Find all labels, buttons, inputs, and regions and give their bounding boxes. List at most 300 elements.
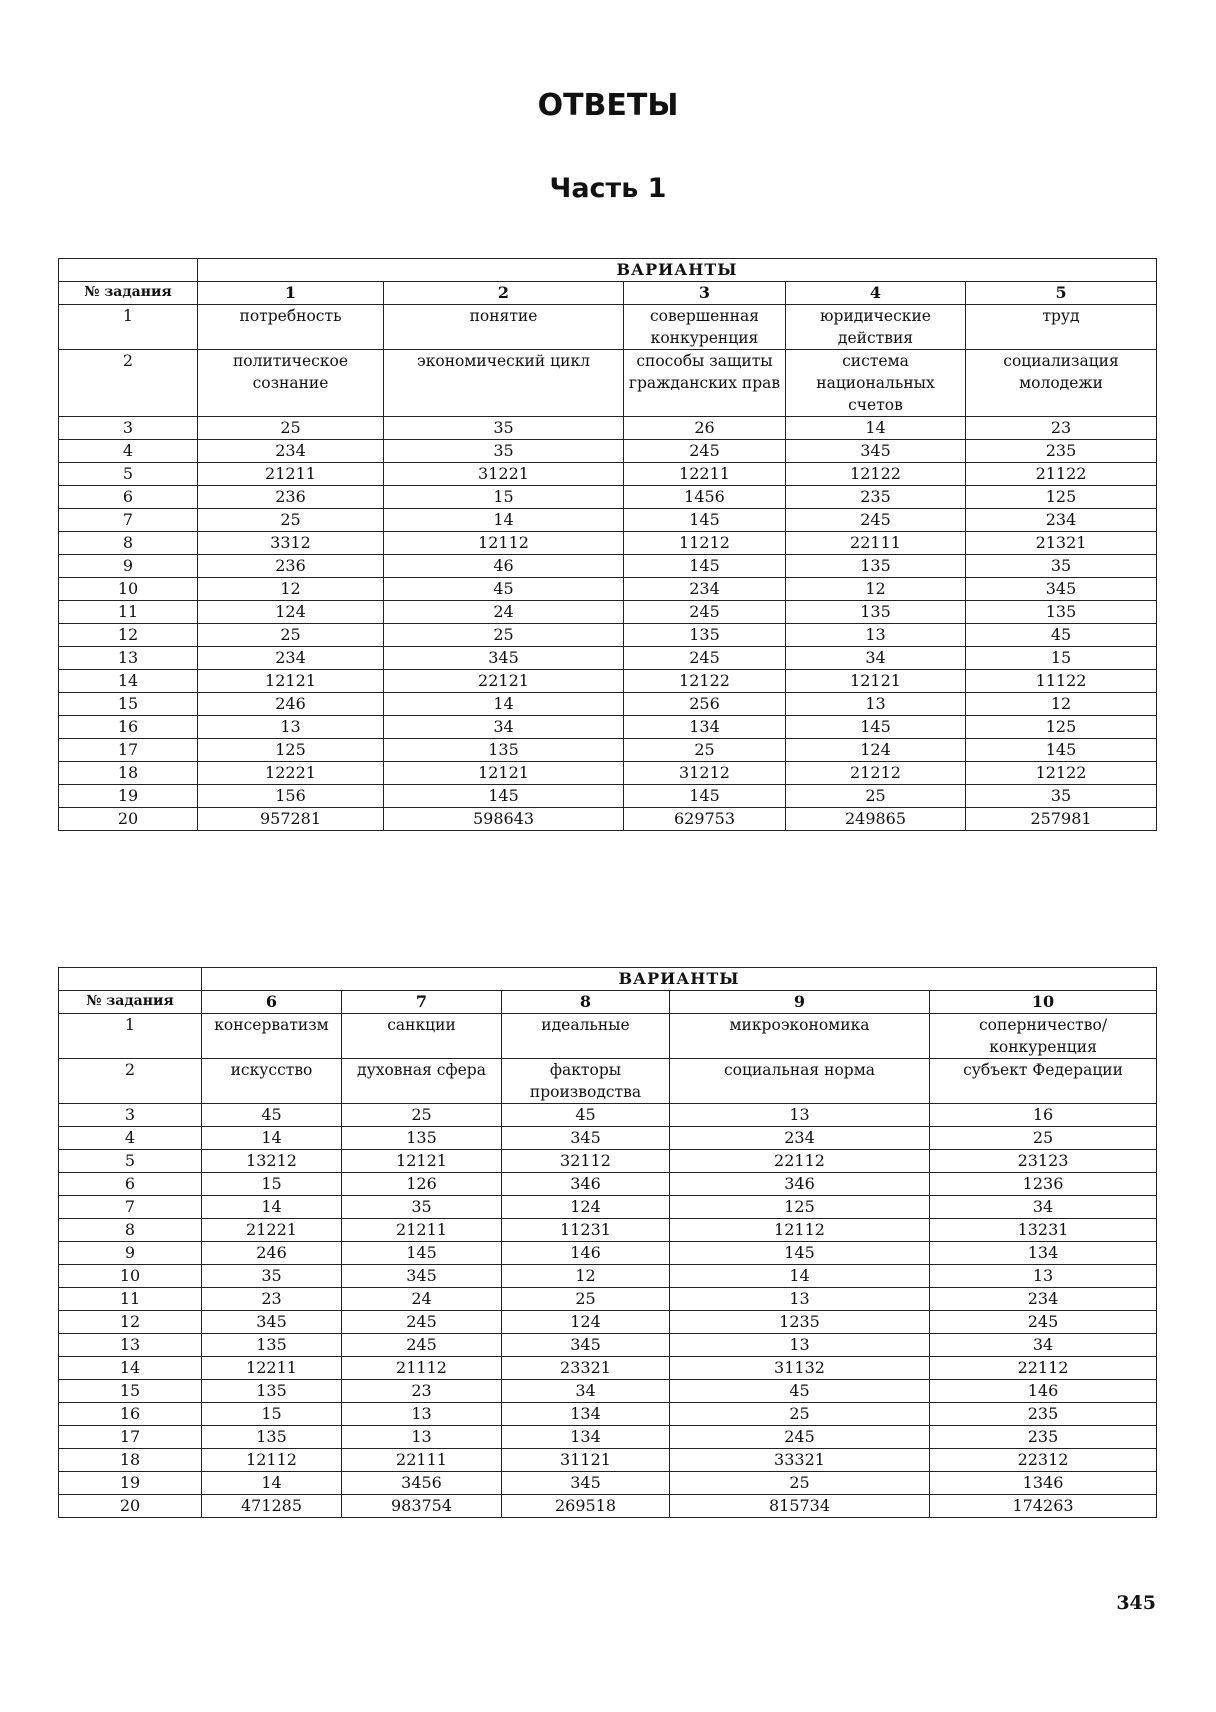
- table-row: [59, 555, 1157, 578]
- answer-cell: 146: [930, 1380, 1157, 1403]
- answer-cell: социализация молодежи: [966, 350, 1157, 417]
- task-number-cell: 3: [59, 417, 198, 440]
- answer-cell: 25: [198, 624, 384, 647]
- answer-cell: 35: [384, 417, 624, 440]
- task-number-cell: 2: [59, 350, 198, 417]
- answer-cell: субъект Федерации: [930, 1059, 1157, 1104]
- answer-cell: 235: [966, 440, 1157, 463]
- answer-cell: 629753: [624, 808, 786, 831]
- answer-cell: 245: [786, 509, 966, 532]
- answer-cell: 145: [624, 785, 786, 808]
- answer-cell: 234: [670, 1127, 930, 1150]
- answer-cell: 34: [384, 716, 624, 739]
- task-number-cell: 13: [59, 1334, 202, 1357]
- answer-cell: 3456: [342, 1472, 502, 1495]
- table-row: [59, 486, 1157, 509]
- table-row: [59, 1357, 1157, 1380]
- variant-number: 8: [502, 991, 670, 1014]
- answer-cell: 957281: [198, 808, 384, 831]
- answer-cell: 345: [786, 440, 966, 463]
- answer-cell: 23123: [930, 1150, 1157, 1173]
- answer-cell: 598643: [384, 808, 624, 831]
- answer-cell: 45: [502, 1104, 670, 1127]
- answer-cell: 1236: [930, 1173, 1157, 1196]
- table-row: [59, 1472, 1157, 1495]
- answer-cell: 234: [624, 578, 786, 601]
- answer-cell: 22121: [384, 670, 624, 693]
- answer-cell: 345: [502, 1334, 670, 1357]
- table-row: [59, 785, 1157, 808]
- table-header-row: [59, 968, 1157, 991]
- task-number-cell: 19: [59, 785, 198, 808]
- task-number-cell: 7: [59, 1196, 202, 1219]
- answer-cell: система национальных счетов: [786, 350, 966, 417]
- answer-cell: 135: [384, 739, 624, 762]
- task-number-cell: 7: [59, 509, 198, 532]
- answer-cell: 135: [786, 601, 966, 624]
- answer-cell: 235: [786, 486, 966, 509]
- answer-cell: 21321: [966, 532, 1157, 555]
- answer-cell: 23: [342, 1380, 502, 1403]
- answer-cell: 21221: [202, 1219, 342, 1242]
- answer-cell: юридические действия: [786, 305, 966, 350]
- task-number-cell: 18: [59, 1449, 202, 1472]
- answer-cell: 31221: [384, 463, 624, 486]
- answer-cell: 33321: [670, 1449, 930, 1472]
- answer-cell: 26: [624, 417, 786, 440]
- answer-cell: 145: [342, 1242, 502, 1265]
- answer-cell: 31132: [670, 1357, 930, 1380]
- answer-cell: политическое сознание: [198, 350, 384, 417]
- task-number-cell: 2: [59, 1059, 202, 1104]
- table-row: [59, 808, 1157, 831]
- answer-cell: 12112: [670, 1219, 930, 1242]
- answer-cell: 12: [786, 578, 966, 601]
- variant-number: 5: [966, 282, 1157, 305]
- answer-cell: 345: [342, 1265, 502, 1288]
- answer-cell: 35: [384, 440, 624, 463]
- answer-cell: 235: [930, 1426, 1157, 1449]
- answer-cell: 13: [670, 1104, 930, 1127]
- variant-number: 9: [670, 991, 930, 1014]
- answer-cell: 245: [930, 1311, 1157, 1334]
- task-number-cell: 6: [59, 486, 198, 509]
- task-number-cell: 9: [59, 555, 198, 578]
- answer-cell: 34: [930, 1334, 1157, 1357]
- table-row: [59, 350, 1157, 417]
- answer-cell: 983754: [342, 1495, 502, 1518]
- answer-cell: 135: [786, 555, 966, 578]
- answer-cell: 12211: [202, 1357, 342, 1380]
- variant-numbers-row: [59, 991, 1157, 1014]
- answer-cell: 31121: [502, 1449, 670, 1472]
- answer-cell: 13: [342, 1403, 502, 1426]
- answer-cell: 124: [502, 1311, 670, 1334]
- answer-cell: 12122: [966, 762, 1157, 785]
- answer-cell: 12121: [786, 670, 966, 693]
- answer-cell: 25: [198, 509, 384, 532]
- task-number-cell: 14: [59, 1357, 202, 1380]
- answer-cell: 15: [202, 1403, 342, 1426]
- answer-cell: 35: [966, 555, 1157, 578]
- task-number-cell: 1: [59, 1014, 202, 1059]
- answer-cell: 234: [930, 1288, 1157, 1311]
- answer-cell: 1346: [930, 1472, 1157, 1495]
- answer-cell: 134: [502, 1403, 670, 1426]
- answer-cell: 125: [966, 716, 1157, 739]
- answer-cell: совершенная конкуренция: [624, 305, 786, 350]
- answer-cell: 146: [502, 1242, 670, 1265]
- answer-cell: 345: [502, 1472, 670, 1495]
- answer-cell: 13: [930, 1265, 1157, 1288]
- answer-cell: 135: [202, 1426, 342, 1449]
- answer-cell: 124: [502, 1196, 670, 1219]
- answer-cell: 14: [202, 1127, 342, 1150]
- answer-cell: 14: [384, 509, 624, 532]
- variant-number: 3: [624, 282, 786, 305]
- task-number-cell: 3: [59, 1104, 202, 1127]
- task-number-cell: 5: [59, 463, 198, 486]
- table-row: [59, 1196, 1157, 1219]
- variant-number: 6: [202, 991, 342, 1014]
- answer-cell: 24: [342, 1288, 502, 1311]
- answer-cell: 35: [342, 1196, 502, 1219]
- answer-cell: 21122: [966, 463, 1157, 486]
- answer-cell: 345: [502, 1127, 670, 1150]
- table-row: [59, 578, 1157, 601]
- answer-cell: 22112: [670, 1150, 930, 1173]
- table-row: [59, 417, 1157, 440]
- answer-cell: 236: [198, 486, 384, 509]
- task-number-cell: 8: [59, 1219, 202, 1242]
- answer-cell: 145: [624, 509, 786, 532]
- answer-cell: 125: [198, 739, 384, 762]
- answer-cell: 21112: [342, 1357, 502, 1380]
- answer-cell: 22112: [930, 1357, 1157, 1380]
- answer-cell: 14: [202, 1196, 342, 1219]
- answer-cell: 12211: [624, 463, 786, 486]
- answer-cell: 13231: [930, 1219, 1157, 1242]
- answer-cell: 15: [384, 486, 624, 509]
- answer-cell: 256: [624, 693, 786, 716]
- task-number-cell: 20: [59, 808, 198, 831]
- answer-cell: 34: [930, 1196, 1157, 1219]
- answer-cell: 124: [786, 739, 966, 762]
- answer-cell: 45: [202, 1104, 342, 1127]
- table-row: [59, 1449, 1157, 1472]
- answer-cell: 346: [502, 1173, 670, 1196]
- answer-cell: 246: [202, 1242, 342, 1265]
- task-number-cell: 18: [59, 762, 198, 785]
- task-number-cell: 20: [59, 1495, 202, 1518]
- table-row: [59, 1334, 1157, 1357]
- task-number-cell: 10: [59, 578, 198, 601]
- empty-corner-cell: [59, 259, 198, 282]
- answer-cell: 23: [966, 417, 1157, 440]
- answer-cell: способы защиты гражданских прав: [624, 350, 786, 417]
- answer-cell: 12122: [786, 463, 966, 486]
- answer-cell: 13: [670, 1288, 930, 1311]
- answer-cell: 16: [930, 1104, 1157, 1127]
- answer-cell: 124: [198, 601, 384, 624]
- answer-cell: 21211: [198, 463, 384, 486]
- answer-cell: 235: [930, 1403, 1157, 1426]
- page-title: ОТВЕТЫ: [537, 88, 679, 123]
- table-row: [59, 693, 1157, 716]
- answer-cell: 32112: [502, 1150, 670, 1173]
- table-row: [59, 1242, 1157, 1265]
- task-number-cell: 14: [59, 670, 198, 693]
- task-number-cell: 11: [59, 1288, 202, 1311]
- answer-cell: соперничество/ конкуренция: [930, 1014, 1157, 1059]
- answer-cell: 234: [198, 647, 384, 670]
- task-number-header: № задания: [59, 991, 202, 1014]
- answer-cell: 25: [502, 1288, 670, 1311]
- answer-cell: 13: [198, 716, 384, 739]
- task-number-cell: 15: [59, 693, 198, 716]
- answers-table-variants-1-5: [58, 258, 1157, 831]
- answer-cell: 12121: [384, 762, 624, 785]
- answers-table-variants-6-10: [58, 967, 1157, 1518]
- answer-cell: 24: [384, 601, 624, 624]
- answer-cell: 257981: [966, 808, 1157, 831]
- answer-cell: 145: [786, 716, 966, 739]
- table-row: [59, 1127, 1157, 1150]
- answer-cell: 135: [342, 1127, 502, 1150]
- answer-cell: 23: [202, 1288, 342, 1311]
- answer-cell: 25: [670, 1403, 930, 1426]
- answer-cell: санкции: [342, 1014, 502, 1059]
- answer-cell: 12: [198, 578, 384, 601]
- answer-cell: 22111: [786, 532, 966, 555]
- answer-cell: 1456: [624, 486, 786, 509]
- answer-cell: 236: [198, 555, 384, 578]
- answer-cell: 23321: [502, 1357, 670, 1380]
- answer-cell: 12122: [624, 670, 786, 693]
- answer-cell: 34: [786, 647, 966, 670]
- variant-number: 2: [384, 282, 624, 305]
- variant-number: 4: [786, 282, 966, 305]
- answer-cell: 345: [384, 647, 624, 670]
- answer-cell: экономический цикл: [384, 350, 624, 417]
- answer-cell: 34: [502, 1380, 670, 1403]
- answer-cell: 21212: [786, 762, 966, 785]
- variant-number: 7: [342, 991, 502, 1014]
- answer-cell: 134: [502, 1426, 670, 1449]
- table-row: [59, 647, 1157, 670]
- answer-cell: 13: [786, 624, 966, 647]
- table-row: [59, 739, 1157, 762]
- table-row: [59, 624, 1157, 647]
- answer-cell: 15: [966, 647, 1157, 670]
- answer-cell: 346: [670, 1173, 930, 1196]
- task-number-cell: 16: [59, 716, 198, 739]
- variant-number: 1: [198, 282, 384, 305]
- table-row: [59, 716, 1157, 739]
- table-row: [59, 1380, 1157, 1403]
- answer-cell: 13: [786, 693, 966, 716]
- answer-cell: 25: [384, 624, 624, 647]
- answer-cell: 12221: [198, 762, 384, 785]
- answer-cell: 14: [202, 1472, 342, 1495]
- answer-cell: 135: [202, 1380, 342, 1403]
- task-number-cell: 19: [59, 1472, 202, 1495]
- answer-cell: 126: [342, 1173, 502, 1196]
- task-number-cell: 8: [59, 532, 198, 555]
- task-number-cell: 11: [59, 601, 198, 624]
- answer-cell: факторы производства: [502, 1059, 670, 1104]
- answer-cell: 14: [670, 1265, 930, 1288]
- answer-cell: 135: [966, 601, 1157, 624]
- table-row: [59, 670, 1157, 693]
- task-number-cell: 10: [59, 1265, 202, 1288]
- answer-cell: 134: [930, 1242, 1157, 1265]
- task-number-cell: 12: [59, 624, 198, 647]
- variants-header: ВАРИАНТЫ: [198, 259, 1157, 282]
- table-row: [59, 463, 1157, 486]
- task-number-cell: 17: [59, 739, 198, 762]
- task-number-header: № задания: [59, 282, 198, 305]
- answer-cell: социальная норма: [670, 1059, 930, 1104]
- answer-cell: 14: [786, 417, 966, 440]
- answer-cell: 31212: [624, 762, 786, 785]
- answer-cell: 25: [930, 1127, 1157, 1150]
- answer-cell: 25: [624, 739, 786, 762]
- answers-table-body: [59, 968, 1157, 1518]
- answer-cell: 125: [670, 1196, 930, 1219]
- answer-cell: 25: [198, 417, 384, 440]
- answer-cell: 12112: [384, 532, 624, 555]
- table-row: [59, 1495, 1157, 1518]
- answer-cell: 174263: [930, 1495, 1157, 1518]
- table-row: [59, 1173, 1157, 1196]
- answer-cell: 156: [198, 785, 384, 808]
- answer-cell: 245: [342, 1334, 502, 1357]
- table-row: [59, 305, 1157, 350]
- answer-cell: 13: [342, 1426, 502, 1449]
- answer-cell: 12112: [202, 1449, 342, 1472]
- task-number-cell: 13: [59, 647, 198, 670]
- answer-cell: 11212: [624, 532, 786, 555]
- table-row: [59, 1150, 1157, 1173]
- answer-cell: 135: [624, 624, 786, 647]
- table-row: [59, 1219, 1157, 1242]
- answer-cell: 345: [966, 578, 1157, 601]
- answer-cell: 22111: [342, 1449, 502, 1472]
- answer-cell: 12: [502, 1265, 670, 1288]
- answer-cell: 14: [384, 693, 624, 716]
- task-number-cell: 17: [59, 1426, 202, 1449]
- answer-cell: 471285: [202, 1495, 342, 1518]
- answer-cell: духовная сфера: [342, 1059, 502, 1104]
- answer-cell: микроэкономика: [670, 1014, 930, 1059]
- answer-cell: 45: [670, 1380, 930, 1403]
- task-number-cell: 6: [59, 1173, 202, 1196]
- answer-cell: 45: [384, 578, 624, 601]
- answer-cell: понятие: [384, 305, 624, 350]
- answer-cell: 145: [624, 555, 786, 578]
- answer-cell: 25: [670, 1472, 930, 1495]
- table-row: [59, 1059, 1157, 1104]
- answer-cell: труд: [966, 305, 1157, 350]
- table-header-row: [59, 259, 1157, 282]
- table-row: [59, 1104, 1157, 1127]
- answer-cell: 13212: [202, 1150, 342, 1173]
- answer-cell: 134: [624, 716, 786, 739]
- answer-cell: 245: [670, 1426, 930, 1449]
- table-row: [59, 1014, 1157, 1059]
- empty-corner-cell: [59, 968, 202, 991]
- answer-cell: 11122: [966, 670, 1157, 693]
- task-number-cell: 5: [59, 1150, 202, 1173]
- answer-cell: консерватизм: [202, 1014, 342, 1059]
- answer-cell: потребность: [198, 305, 384, 350]
- task-number-cell: 4: [59, 1127, 202, 1150]
- answer-cell: 249865: [786, 808, 966, 831]
- answer-cell: 25: [786, 785, 966, 808]
- answer-cell: 145: [384, 785, 624, 808]
- answer-cell: 3312: [198, 532, 384, 555]
- answer-cell: 245: [624, 440, 786, 463]
- answer-cell: 245: [624, 601, 786, 624]
- variants-header: ВАРИАНТЫ: [202, 968, 1157, 991]
- answer-cell: 46: [384, 555, 624, 578]
- task-number-cell: 4: [59, 440, 198, 463]
- page-number: 345: [1116, 1592, 1156, 1614]
- answer-cell: 246: [198, 693, 384, 716]
- answer-cell: 35: [966, 785, 1157, 808]
- answer-cell: 234: [966, 509, 1157, 532]
- answer-cell: 145: [966, 739, 1157, 762]
- answer-cell: 45: [966, 624, 1157, 647]
- answer-cell: 21211: [342, 1219, 502, 1242]
- task-number-cell: 1: [59, 305, 198, 350]
- answer-cell: 245: [624, 647, 786, 670]
- answer-cell: искусство: [202, 1059, 342, 1104]
- answer-cell: 15: [202, 1173, 342, 1196]
- answer-cell: 345: [202, 1311, 342, 1334]
- table-row: [59, 1426, 1157, 1449]
- task-number-cell: 16: [59, 1403, 202, 1426]
- answer-cell: 11231: [502, 1219, 670, 1242]
- table-row: [59, 509, 1157, 532]
- table-row: [59, 762, 1157, 785]
- answer-cell: 12121: [198, 670, 384, 693]
- table-row: [59, 1311, 1157, 1334]
- table-row: [59, 1288, 1157, 1311]
- answer-cell: 12: [966, 693, 1157, 716]
- answer-cell: 145: [670, 1242, 930, 1265]
- answer-cell: идеальные: [502, 1014, 670, 1059]
- answer-cell: 815734: [670, 1495, 930, 1518]
- task-number-cell: 12: [59, 1311, 202, 1334]
- answer-cell: 12121: [342, 1150, 502, 1173]
- table-row: [59, 440, 1157, 463]
- task-number-cell: 9: [59, 1242, 202, 1265]
- answer-cell: 13: [670, 1334, 930, 1357]
- answer-cell: 35: [202, 1265, 342, 1288]
- answer-cell: 135: [202, 1334, 342, 1357]
- table-row: [59, 1403, 1157, 1426]
- table-row: [59, 532, 1157, 555]
- table-row: [59, 1265, 1157, 1288]
- answer-cell: 245: [342, 1311, 502, 1334]
- answer-cell: 22312: [930, 1449, 1157, 1472]
- answer-cell: 234: [198, 440, 384, 463]
- task-number-cell: 15: [59, 1380, 202, 1403]
- answer-cell: 1235: [670, 1311, 930, 1334]
- answer-cell: 125: [966, 486, 1157, 509]
